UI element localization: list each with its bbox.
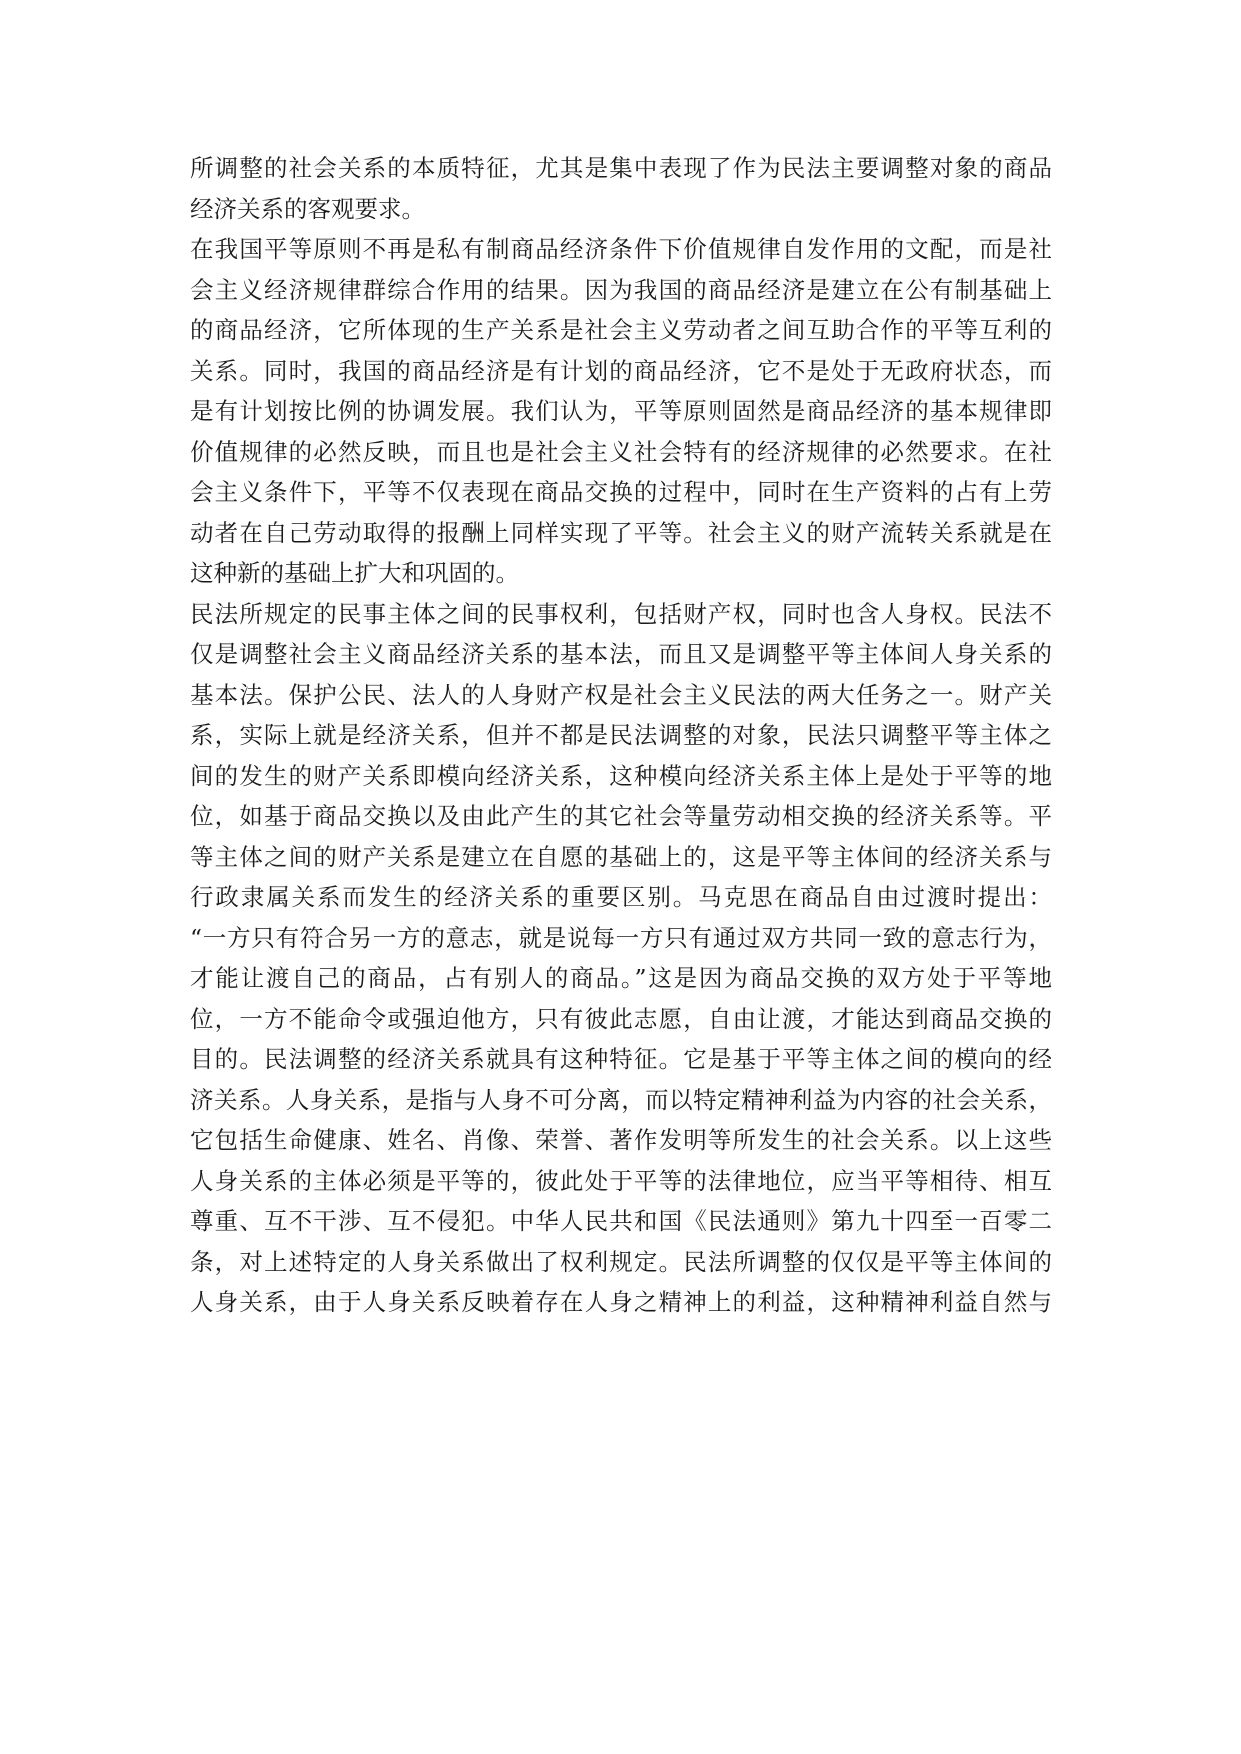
text-line: 人身关系的主体必须是平等的，彼此处于平等的法律地位，应当平等相待、相互 <box>190 1166 1052 1195</box>
text-line: 间的发生的财产关系即模向经济关系，这种模向经济关系主体上是处于平等的地 <box>190 761 1052 790</box>
text-line: 位，如基于商品交换以及由此产生的其它社会等量劳动相交换的经济关系等。平 <box>190 802 1052 830</box>
text-line: 价值规律的必然反映，而且也是社会主义社会特有的经济规律的必然要求。在社 <box>190 437 1052 466</box>
text-line: 位，一方不能命令或强迫他方，只有彼此志愿，自由让渡，才能达到商品交换的 <box>190 1004 1052 1033</box>
text-line: 才能让渡自己的商品，占有别人的商品。”这是因为商品交换的双方处于平等地 <box>190 964 1052 992</box>
text-line: 的商品经济，它所体现的生产关系是社会主义劳动者之间互助合作的平等互利的 <box>190 316 1052 344</box>
text-line: 济关系。人身关系，是指与人身不可分离，而以特定精神利益为内容的社会关系， <box>190 1085 1052 1114</box>
text-line: 行政隶属关系而发生的经济关系的重要区别。马克思在商品自由过渡时提出： <box>190 883 1052 911</box>
text-line: 经济关系的客观要求。 <box>190 194 425 223</box>
text-line: 条，对上述特定的人身关系做出了权利规定。民法所调整的仅仅是平等主体间的 <box>190 1247 1052 1276</box>
text-line: 目的。民法调整的经济关系就具有这种特征。它是基于平等主体之间的模向的经 <box>190 1045 1052 1073</box>
text-line: 动者在自己劳动取得的报酬上同样实现了平等。社会主义的财产流转关系就是在 <box>190 518 1052 547</box>
body-text <box>190 148 1052 1323</box>
text-line: 会主义经济规律群综合作用的结果。因为我国的商品经济是建立在公有制基础上 <box>190 275 1052 304</box>
text-line: 这种新的基础上扩大和巩固的。 <box>190 559 519 587</box>
text-line: 是有计划按比例的协调发展。我们认为，平等原则固然是商品经济的基本规律即 <box>190 397 1052 425</box>
text-line: 在我国平等原则不再是私有制商品经济条件下价值规律自发作用的文配，而是社 <box>190 235 1052 263</box>
text-line: 等主体之间的财产关系是建立在自愿的基础上的，这是平等主体间的经济关系与 <box>190 842 1052 871</box>
text-line: 所调整的社会关系的本质特征，尤其是集中表现了作为民法主要调整对象的商品 <box>190 154 1052 182</box>
text-line: 民法所规定的民事主体之间的民事权利，包括财产权，同时也含人身权。民法不 <box>190 599 1052 628</box>
text-line: 关系。同时，我国的商品经济是有计划的商品经济，它不是处于无政府状态，而 <box>190 356 1052 385</box>
text-line: 系，实际上就是经济关系，但并不都是民法调整的对象，民法只调整平等主体之 <box>190 721 1052 749</box>
text-line: 仅是调整社会主义商品经济关系的基本法，而且又是调整平等主体间人身关系的 <box>190 640 1052 668</box>
text-line: “一方只有符合另一方的意志，就是说每一方只有通过双方共同一致的意志行为， <box>190 923 1052 952</box>
text-line: 会主义条件下，平等不仅表现在商品交换的过程中，同时在生产资料的占有上劳 <box>190 478 1052 506</box>
text-line: 人身关系，由于人身关系反映着存在人身之精神上的利益，这种精神利益自然与 <box>190 1288 1052 1316</box>
text-line: 基本法。保护公民、法人的人身财产权是社会主义民法的两大任务之一。财产关 <box>190 680 1052 709</box>
text-line: 它包括生命健康、姓名、肖像、荣誉、著作发明等所发生的社会关系。以上这些 <box>190 1126 1052 1154</box>
text-line: 尊重、互不干涉、互不侵犯。中华人民共和国《民法通则》第九十四至一百零二 <box>190 1207 1052 1235</box>
